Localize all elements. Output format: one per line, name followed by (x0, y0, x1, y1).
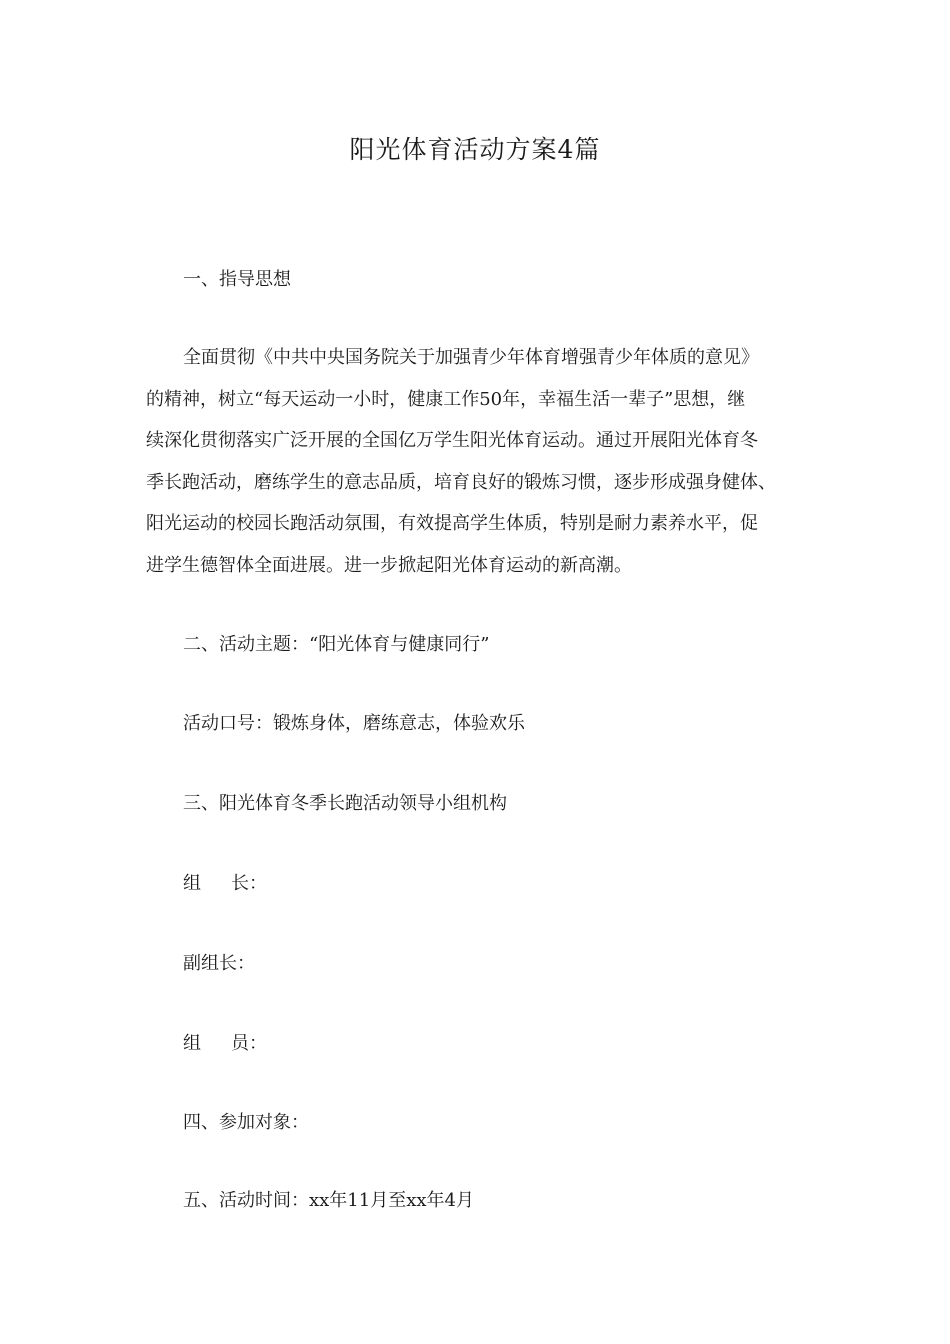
section-heading-activity-time: 五、活动时间：xx年11月至xx年4月 (183, 1190, 474, 1211)
group-member-label-part: 组 (183, 1033, 201, 1054)
section-heading-guiding-ideology: 一、指导思想 (183, 269, 291, 290)
paragraph-line: 的精神，树立“每天运动一小时，健康工作50年，幸福生活一辈子”思想，继 (146, 388, 746, 410)
section-heading-leadership-group: 三、阳光体育冬季长跑活动领导小组机构 (183, 793, 507, 814)
group-leader-label-part: 长： (231, 873, 267, 894)
paragraph-line: 全面贯彻《中共中央国务院关于加强青少年体育增强青少年体质的意见》 (183, 347, 759, 368)
document-title: 阳光体育活动方案4篇 (349, 135, 601, 164)
paragraph-line: 季长跑活动，磨练学生的意志品质，培育良好的锻炼习惯，逐步形成强身健体、 (146, 471, 776, 493)
paragraph-line: 阳光运动的校园长跑活动氛围，有效提高学生体质，特别是耐力素养水平，促 (146, 513, 758, 534)
group-member-label (183, 1031, 267, 1057)
section-heading-activity-theme: 二、活动主题：“阳光体育与健康同行” (183, 634, 490, 655)
paragraph-line: 续深化贯彻落实广泛开展的全国亿万学生阳光体育运动。通过开展阳光体育冬 (146, 430, 758, 451)
group-leader-label-part: 组 (183, 873, 201, 894)
group-leader-label (183, 871, 267, 897)
activity-slogan: 活动口号：锻炼身体，磨练意志，体验欢乐 (183, 713, 525, 734)
paragraph-line: 进学生德智体全面进展。进一步掀起阳光体育运动的新高潮。 (146, 554, 632, 576)
deputy-leader-label: 副组长： (183, 953, 255, 974)
section-heading-participants: 四、参加对象： (183, 1112, 309, 1133)
group-member-label-part: 员： (231, 1033, 267, 1054)
guiding-ideology-paragraph (146, 337, 818, 586)
